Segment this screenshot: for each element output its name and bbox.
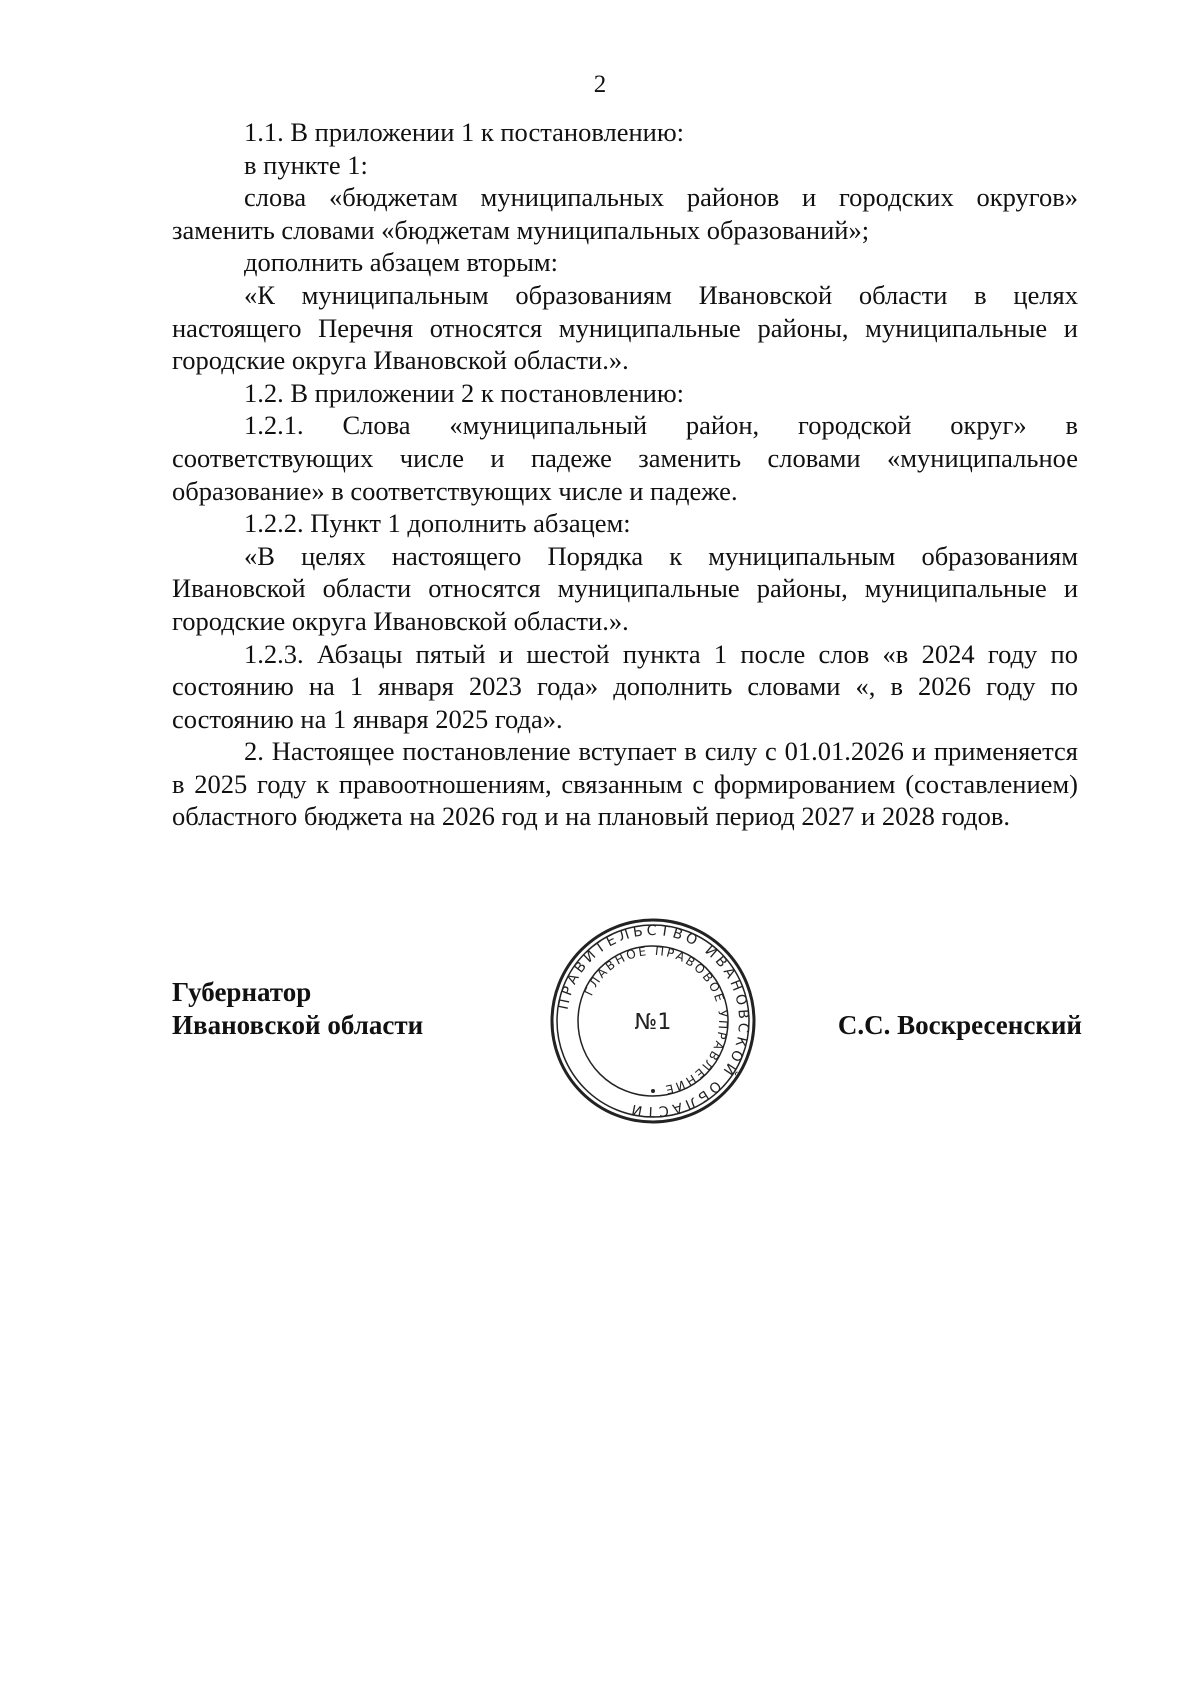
paragraph: 1.2.2. Пункт 1 дополнить абзацем: <box>244 508 631 539</box>
paragraph: 1.2.3. Абзацы пятый и шестой пункта 1 после слов «в 2024 году по состоянию на 1 января 2023 года» дополнить словами «, в 2026 году по состоянию на 1 января 2025 года». <box>172 638 1078 734</box>
paragraph: «В целях настоящего Порядка к муниципальным образованиям Ивановской области относятся муниципальные районы, муниципальные и городские округа Ивановской области.». <box>172 540 1078 636</box>
stamp-inner-text-path: ГЛАВНОЕ ПРАВОВОЕ УПРАВЛЕНИЕ <box>581 943 731 1098</box>
stamp-outer-text-path: ПРАВИТЕЛЬСТВО ИВАНОВСКОЙ ОБЛАСТИ <box>555 922 752 1120</box>
paragraph: в пункте 1: <box>244 149 368 180</box>
position-line: Губернатор <box>172 977 312 1007</box>
paragraph: 2. Настоящее постановление вступает в силу с 01.01.2026 и применяется в 2025 году к правоотношениям, связанным с формированием (составлением) областного бюджета на 2026 год и на плановый период 2027 и 2028 годов. <box>172 736 1078 832</box>
paragraph: дополнить абзацем вторым: <box>244 247 559 278</box>
paragraph: слова «бюджетам муниципальных районов и городских округов» заменить словами «бюджетам муниципальных образований»; <box>172 182 1078 245</box>
signatory-position <box>172 976 423 1042</box>
signatory-name: С.С. Воскресенский <box>837 1010 1082 1040</box>
paragraph: 1.2.1. Слова «муниципальный район, городской округ» в соответствующих числе и падеже заменить словами «муниципальное образование» в соответствующих числе и падеже. <box>172 410 1078 506</box>
document-body <box>172 116 1078 833</box>
paragraph: 1.2. В приложении 2 к постановлению: <box>244 377 684 408</box>
paragraph: 1.1. В приложении 1 к постановлению: <box>244 117 684 147</box>
position-line: Ивановской области <box>172 1010 424 1040</box>
stamp-number: №1 <box>634 1010 672 1035</box>
paragraph: «К муниципальным образованиям Ивановской области в целях настоящего Перечня относятся муниципальные районы, муниципальные и городские округа Ивановской области.». <box>172 279 1078 376</box>
official-seal-stamp <box>548 916 758 1126</box>
page-number: 2 <box>593 71 607 98</box>
stamp-dot <box>651 1089 655 1093</box>
